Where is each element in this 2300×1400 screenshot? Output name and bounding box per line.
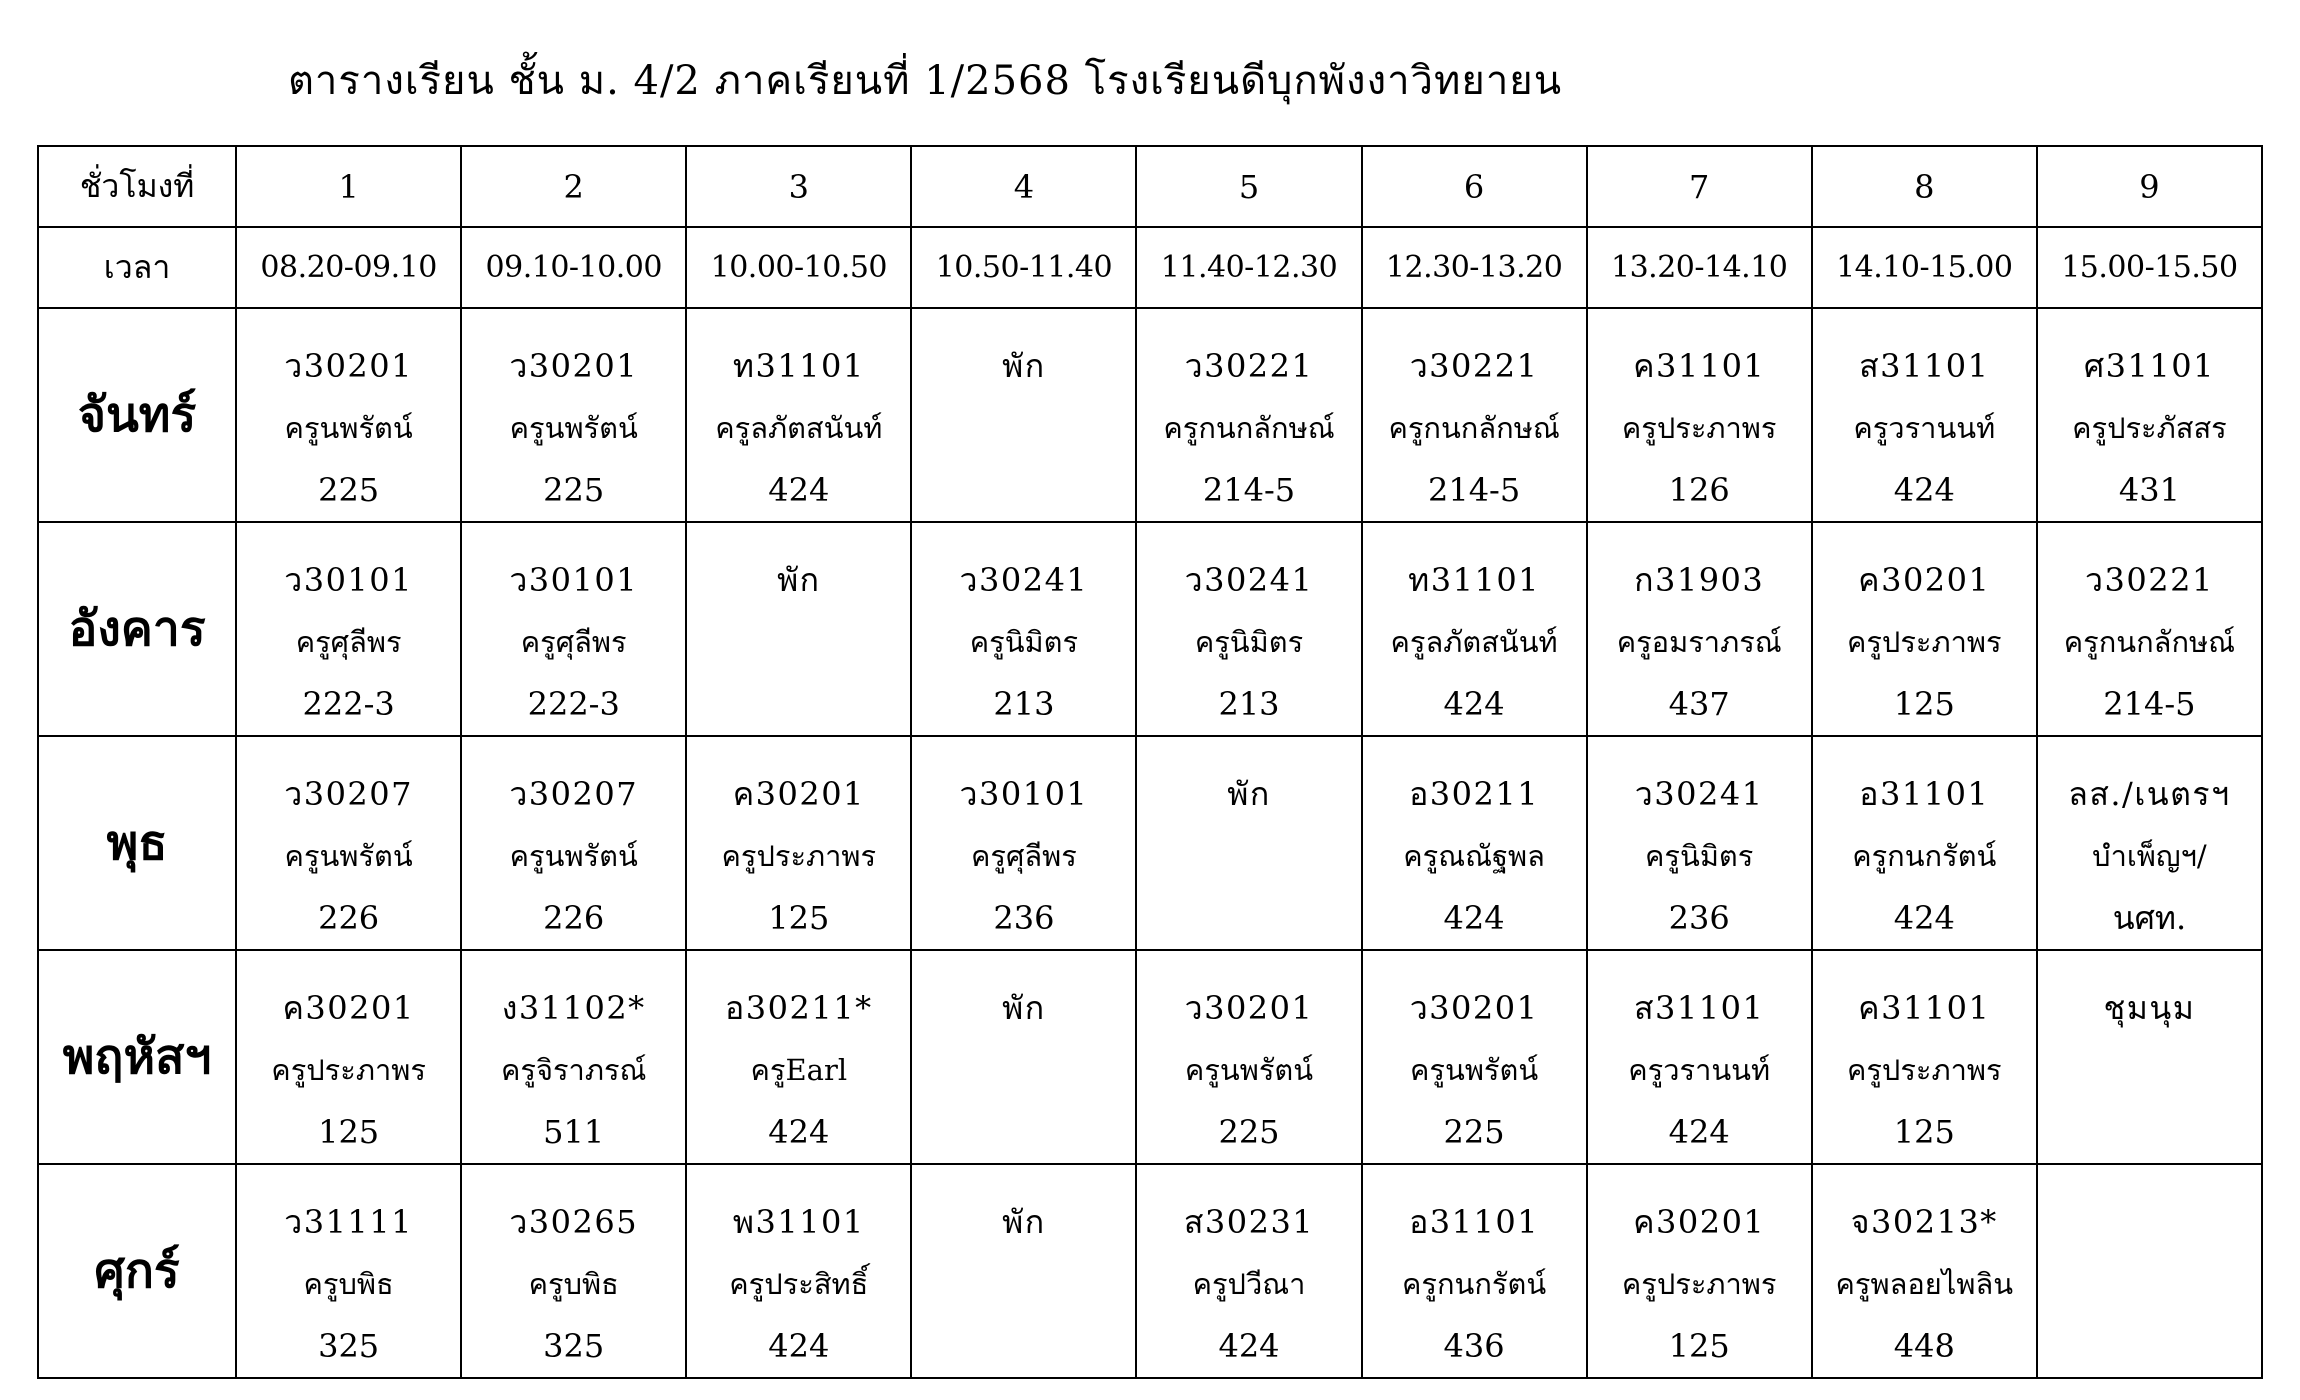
timetable-slot — [236, 950, 461, 1164]
timetable-slot — [911, 1164, 1136, 1378]
period-row — [38, 146, 2262, 227]
page-title: ตารางเรียน ชั้น ม. 4/2 ภาคเรียนที่ 1/2568 โรงเรียนดีบุกพังงาวิทยายน — [287, 58, 1563, 104]
room-number: 325 — [318, 1327, 380, 1365]
teacher-name: ครูศุลีพร — [970, 839, 1077, 873]
room-number: 225 — [543, 471, 605, 509]
timetable-slot — [686, 736, 911, 950]
room-number: 431 — [2118, 471, 2180, 509]
day-row — [38, 736, 2262, 950]
subject-code: ว30201 — [1184, 989, 1314, 1027]
subject-code: พัก — [777, 561, 821, 599]
teacher-name: ครูกนกลักษณ์ — [2063, 625, 2236, 659]
teacher-name: บำเพ็ญฯ/ — [2092, 839, 2207, 873]
timetable-slot — [911, 736, 1136, 950]
teacher-name: ครูบพิธ — [303, 1267, 394, 1301]
room-number: 222-3 — [302, 685, 395, 723]
timetable-slot — [1136, 522, 1361, 736]
room-number: 511 — [543, 1113, 605, 1151]
teacher-name: ครูอมราภรณ์ — [1616, 625, 1782, 659]
room-number: 424 — [1668, 1113, 1730, 1151]
subject-code: ว30201 — [509, 347, 639, 385]
teacher-name: ครูศุลีพร — [520, 625, 627, 659]
timetable-slot — [1812, 522, 2037, 736]
timetable-slot — [1587, 1164, 1812, 1378]
period-number: 7 — [1587, 146, 1812, 227]
timetable-slot — [1362, 522, 1587, 736]
period-number: 5 — [1136, 146, 1361, 227]
timetable-slot — [2037, 522, 2262, 736]
period-time: 10.00-10.50 — [686, 227, 911, 308]
subject-code: ส30231 — [1183, 1203, 1315, 1241]
teacher-name: ครูประภาพร — [271, 1053, 426, 1087]
teacher-name: ครูบพิธ — [528, 1267, 619, 1301]
room-number: 236 — [993, 899, 1055, 937]
teacher-name: ครูกนกรัตน์ — [1852, 839, 1997, 873]
subject-code: ว30265 — [509, 1203, 639, 1241]
timetable-slot — [911, 308, 1136, 522]
timetable-slot — [1362, 736, 1587, 950]
teacher-name: ครูลภัตสนันท์ — [715, 411, 883, 445]
timetable-body — [38, 146, 2262, 1378]
subject-code: ชุมนุม — [2103, 989, 2196, 1027]
period-time: 10.50-11.40 — [911, 227, 1136, 308]
room-number: 125 — [1893, 1113, 1955, 1151]
timetable-slot — [1136, 1164, 1361, 1378]
room-number: 436 — [1443, 1327, 1505, 1365]
room-number: 424 — [1443, 899, 1505, 937]
teacher-name: ครูประภาพร — [1621, 1267, 1777, 1301]
teacher-name: ครูประภาพร — [721, 839, 877, 873]
timetable-slot — [236, 736, 461, 950]
timetable-slot — [461, 308, 686, 522]
day-name: ศุกร์ — [38, 1164, 236, 1378]
room-number: 214-5 — [1427, 471, 1521, 509]
day-row — [38, 522, 2262, 736]
room-number: 225 — [1218, 1113, 1280, 1151]
day-row — [38, 950, 2262, 1164]
teacher-name: ครูกนกลักษณ์ — [1163, 411, 1335, 445]
subject-code: ว30101 — [509, 561, 639, 599]
subject-code: ท31101 — [1408, 561, 1541, 599]
room-number: 424 — [768, 1327, 830, 1365]
subject-code: ค31101 — [1633, 347, 1766, 385]
room-number: 424 — [1893, 899, 1955, 937]
teacher-name: ครูวรานนท์ — [1853, 411, 1996, 445]
room-number: 125 — [1668, 1327, 1730, 1365]
subject-code: อ31101 — [1409, 1203, 1540, 1241]
timetable-slot — [1136, 736, 1361, 950]
room-number: นศท. — [2112, 899, 2187, 937]
subject-code: ส31101 — [1634, 989, 1765, 1027]
teacher-name: ครูนพรัตน์ — [509, 411, 638, 445]
period-time: 15.00-15.50 — [2037, 227, 2262, 308]
teacher-name: ครูประสิทธิ์ — [729, 1267, 869, 1301]
time-row-label: เวลา — [38, 227, 236, 308]
timetable-slot — [686, 1164, 911, 1378]
period-time: 11.40-12.30 — [1136, 227, 1361, 308]
teacher-name: ครูนพรัตน์ — [284, 839, 413, 873]
subject-code: ส31101 — [1859, 347, 1990, 385]
room-number: 126 — [1668, 471, 1730, 509]
period-number: 1 — [236, 146, 461, 227]
teacher-name: ครูณณัฐพล — [1403, 839, 1545, 873]
subject-code: ว30201 — [284, 347, 413, 385]
room-number: 213 — [1218, 685, 1280, 723]
teacher-name: ครูประภาพร — [1846, 1053, 2002, 1087]
timetable-slot — [1587, 308, 1812, 522]
room-number: 214-5 — [2103, 685, 2196, 723]
timetable-slot — [236, 1164, 461, 1378]
room-number: 214-5 — [1202, 471, 1296, 509]
room-number: 226 — [318, 899, 380, 937]
subject-code: ว30101 — [284, 561, 413, 599]
subject-code: ว30221 — [1409, 347, 1539, 385]
subject-code: ว30207 — [284, 775, 413, 813]
teacher-name: ครูนพรัตน์ — [284, 411, 413, 445]
subject-code: ว30241 — [1184, 561, 1314, 599]
subject-code: ว30101 — [959, 775, 1089, 813]
period-number: 6 — [1362, 146, 1587, 227]
period-time: 09.10-10.00 — [461, 227, 686, 308]
timetable-slot — [1812, 736, 2037, 950]
subject-code: อ30211 — [1409, 775, 1540, 813]
teacher-name: ครูนพรัตน์ — [1410, 1053, 1539, 1087]
timetable-slot — [1812, 1164, 2037, 1378]
teacher-name: ครูนิมิตร — [969, 625, 1079, 659]
timetable-slot — [461, 1164, 686, 1378]
subject-code: ค31101 — [1858, 989, 1991, 1027]
teacher-name: ครูลภัตสนันท์ — [1390, 625, 1558, 659]
room-number: 437 — [1668, 685, 1730, 723]
period-number: 4 — [911, 146, 1136, 227]
timetable-slot — [236, 308, 461, 522]
subject-code: ง31102* — [501, 989, 646, 1027]
timetable-slot — [461, 950, 686, 1164]
teacher-name: ครูปวีณา — [1192, 1267, 1306, 1301]
teacher-name: ครูประภาพร — [1846, 625, 2002, 659]
period-time: 12.30-13.20 — [1362, 227, 1587, 308]
subject-code: ว30241 — [1634, 775, 1764, 813]
timetable-slot — [1587, 950, 1812, 1164]
room-number: 424 — [1443, 685, 1505, 723]
timetable-slot — [1362, 1164, 1587, 1378]
day-name: อังคาร — [38, 522, 236, 736]
period-number: 2 — [461, 146, 686, 227]
timetable-slot — [1587, 522, 1812, 736]
room-number: 325 — [543, 1327, 605, 1365]
subject-code: ว30207 — [509, 775, 639, 813]
teacher-name: ครูพลอยไพลิน — [1835, 1267, 2014, 1301]
room-number: 225 — [318, 471, 380, 509]
timetable-slot — [1362, 308, 1587, 522]
timetable-slot — [911, 522, 1136, 736]
teacher-name: ครูประภัสสร — [2072, 411, 2227, 445]
timetable-slot — [1362, 950, 1587, 1164]
timetable-slot — [2037, 736, 2262, 950]
room-number: 424 — [1218, 1327, 1280, 1365]
teacher-name: ครูนพรัตน์ — [1184, 1053, 1314, 1087]
teacher-name: ครูนิมิตร — [1645, 839, 1754, 873]
teacher-name: ครูจิราภรณ์ — [501, 1053, 647, 1087]
period-number: 8 — [1812, 146, 2037, 227]
room-number: 424 — [768, 471, 830, 509]
teacher-name: ครูศุลีพร — [295, 625, 402, 659]
period-row-label: ชั่วโมงที่ — [38, 146, 236, 227]
subject-code: ก31903 — [1634, 561, 1765, 599]
subject-code: ว31111 — [284, 1203, 413, 1241]
room-number: 225 — [1443, 1113, 1505, 1151]
subject-code: ลส./เนตรฯ — [2068, 775, 2231, 813]
timetable-slot — [911, 950, 1136, 1164]
day-name: จันทร์ — [38, 308, 236, 522]
teacher-name: ครูนพรัตน์ — [509, 839, 638, 873]
teacher-name: ครูกนกลักษณ์ — [1388, 411, 1560, 445]
subject-code: พ31101 — [732, 1203, 865, 1241]
teacher-name: ครูนิมิตร — [1194, 625, 1304, 659]
subject-code: ว30241 — [959, 561, 1089, 599]
timetable-slot — [461, 736, 686, 950]
time-row — [38, 227, 2262, 308]
subject-code: ว30221 — [1184, 347, 1314, 385]
subject-code: ค30201 — [732, 775, 865, 813]
subject-code: จ30213* — [1850, 1203, 1998, 1241]
timetable-slot — [1136, 308, 1361, 522]
day-row — [38, 308, 2262, 522]
subject-code: ท31101 — [732, 347, 865, 385]
timetable-slot — [2037, 950, 2262, 1164]
subject-code: พัก — [1002, 1203, 1046, 1241]
subject-code: อ30211* — [725, 989, 873, 1027]
timetable-slot — [1587, 736, 1812, 950]
teacher-name: ครูประภาพร — [1621, 411, 1777, 445]
timetable-slot — [2037, 308, 2262, 522]
subject-code: พัก — [1227, 775, 1271, 813]
room-number: 125 — [768, 899, 830, 937]
teacher-name: ครูวรานนท์ — [1628, 1053, 1771, 1087]
timetable-slot — [236, 522, 461, 736]
timetable-slot — [2037, 1164, 2262, 1378]
day-name: พฤหัสฯ — [38, 950, 236, 1164]
subject-code: ค30201 — [282, 989, 415, 1027]
subject-code: ว30201 — [1409, 989, 1539, 1027]
period-number: 9 — [2037, 146, 2262, 227]
timetable-slot — [686, 522, 911, 736]
period-time: 14.10-15.00 — [1812, 227, 2037, 308]
timetable-slot — [1136, 950, 1361, 1164]
timetable-slot — [686, 308, 911, 522]
timetable-slot — [1812, 950, 2037, 1164]
timetable-slot — [686, 950, 911, 1164]
room-number: 424 — [768, 1113, 830, 1151]
room-number: 236 — [1668, 899, 1730, 937]
period-number: 3 — [686, 146, 911, 227]
room-number: 448 — [1893, 1327, 1955, 1365]
room-number: 213 — [993, 685, 1055, 723]
room-number: 125 — [1893, 685, 1955, 723]
room-number: 125 — [318, 1113, 380, 1151]
teacher-name: ครูEarl — [750, 1053, 848, 1087]
subject-code: ศ31101 — [2083, 347, 2215, 385]
timetable-slot — [461, 522, 686, 736]
day-row — [38, 1164, 2262, 1378]
period-time: 13.20-14.10 — [1587, 227, 1812, 308]
room-number: 424 — [1893, 471, 1955, 509]
period-time: 08.20-09.10 — [236, 227, 461, 308]
timetable-slot — [1812, 308, 2037, 522]
teacher-name: ครูกนกรัตน์ — [1402, 1267, 1547, 1301]
subject-code: ค30201 — [1633, 1203, 1766, 1241]
subject-code: ค30201 — [1858, 561, 1991, 599]
subject-code: ว30221 — [2085, 561, 2214, 599]
subject-code: พัก — [1002, 347, 1046, 385]
subject-code: พัก — [1002, 989, 1046, 1027]
day-name: พุธ — [38, 736, 236, 950]
timetable — [37, 145, 2263, 1379]
room-number: 222-3 — [527, 685, 620, 723]
subject-code: อ31101 — [1859, 775, 1990, 813]
room-number: 226 — [543, 899, 605, 937]
